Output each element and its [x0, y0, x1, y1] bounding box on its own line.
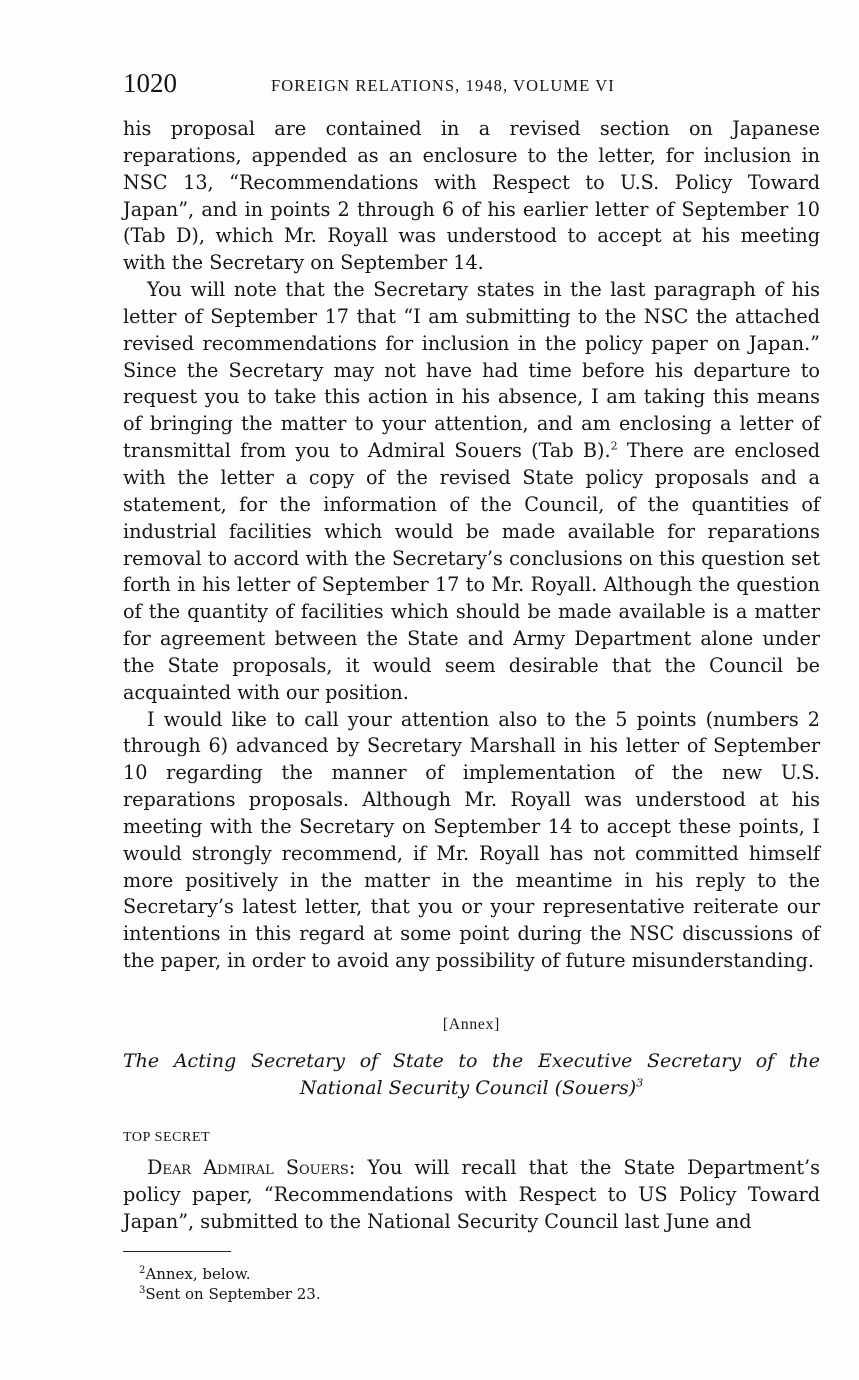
footnote-text: Sent on September 23. [145, 1285, 321, 1303]
footnote-mark: 2 [139, 1265, 146, 1276]
annex-label: [Annex] [442, 1016, 501, 1033]
running-head: FOREIGN RELATIONS, 1948, VOLUME VI [271, 76, 615, 95]
page-number: 1020 [123, 68, 177, 98]
page-header [123, 68, 820, 102]
footnotes [139, 1264, 820, 1304]
annex-letter [123, 1155, 820, 1236]
body-text [123, 116, 820, 975]
letter-paragraph [123, 1155, 820, 1236]
footnote-text: Annex, below. [145, 1265, 251, 1283]
footnote-item [139, 1284, 820, 1304]
annex-title-text: The Acting Secretary of State to the Executive Secretary of the National Security Council (Souers) [123, 1050, 820, 1099]
classification-marking: TOP SECRET [123, 1130, 211, 1145]
footnote-ref-3: 3 [636, 1076, 644, 1090]
footnote-ref-2: 2 [610, 439, 618, 453]
letter-text: You will recall that the State Department’s policy paper, “Recommendations with Respect to US Policy Toward Japan”, submitted to the National Security Council last June and [123, 1156, 820, 1233]
footnote-mark: 3 [139, 1285, 146, 1296]
paragraph-2 [123, 277, 820, 707]
footnote-item [139, 1264, 820, 1284]
annex-title [123, 1048, 820, 1102]
paragraph-3: I would like to call your attention also to the 5 points (numbers 2 through 6) advanced by Secretary Marshall in his letter of September 10 regarding the manner of implementation of the new U.S. reparations proposals. Although Mr. Royall was understood at his meeting with the Secretary on September 14 to accept these points, I would strongly recommend, if Mr. Royall has not committed himself more positively in the matter in the meantime in his reply to the Secretary’s latest letter, that you or your representative reiterate our intentions in this regard at some point during the NSC discussions of the paper, in order to avoid any possibility of future misunderstanding. [123, 707, 820, 973]
paragraph-2-part-b: There are enclosed with the letter a copy of the revised State policy proposals and a statement, for the information of the Council, of the quantities of industrial facilities which would be made available for reparations removal to accord with the Secretary’s conclusions on this question set forth in his letter of September 17 to Mr. Royall. Although the question of the quantity of facilities which should be made available is a matter for agreement between the State and Army Department alone under the State proposals, it would seem desirable that the Council be acquainted with our position. [123, 439, 820, 704]
paragraph-1: his proposal are contained in a revised section on Japanese reparations, appended as an enclosure to the letter, for inclusion in NSC 13, “Recommendations with Respect to U.S. Policy Toward Japan”, and in points 2 through 6 of his earlier letter of September 10 (Tab D), which Mr. Royall was understood to accept at his meeting with the Secretary on September 14. [123, 117, 820, 275]
paragraph-2-part-a: You will note that the Secretary states in the last paragraph of his letter of September 17 that “I am submitting to the NSC the attached revised recommendations for inclusion in the policy paper on Japan.” Since the Secretary may not have had time before his departure to request you to take this action in his absence, I am taking this means of bringing the matter to your attention, and am enclosing a letter of transmittal from you to Admiral Souers (Tab B). [123, 278, 820, 463]
footnote-divider [123, 1251, 231, 1252]
salutation: Dear Admiral Souers: [147, 1156, 356, 1179]
